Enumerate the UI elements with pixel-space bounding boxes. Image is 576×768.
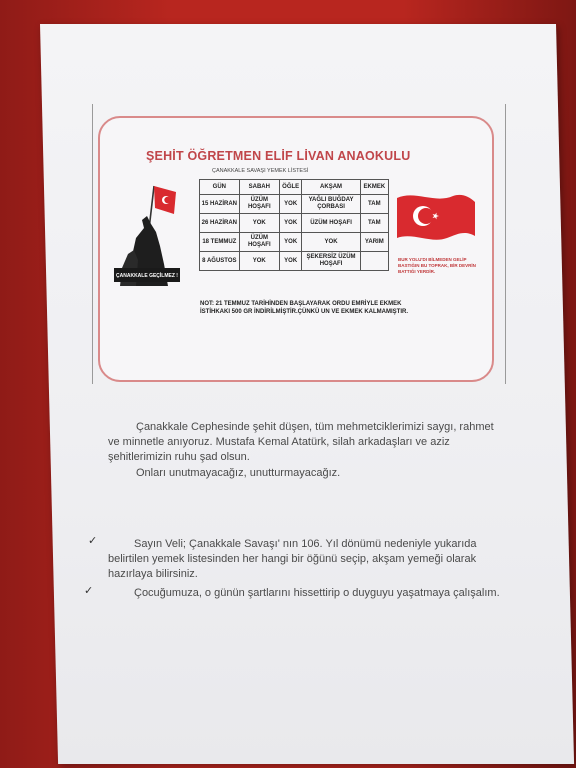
table-cell: 8 AĞUSTOS <box>200 252 240 271</box>
turkish-flag-icon <box>395 190 477 244</box>
table-header: SABAH <box>239 180 279 195</box>
paragraph-parent-note: Sayın Veli; Çanakkale Savaşı' nın 106. Yıl dönümü nedeniyle yukarıda belirtilen yemek listesinden her hangi bir öğünü seçip, akşam yemeği olarak hazırlaya bilirsiniz. <box>108 538 477 580</box>
table-cell: 26 HAZİRAN <box>200 214 240 233</box>
table-header: EKMEK <box>360 180 388 195</box>
table-row <box>200 233 389 252</box>
paragraph-remember: Onları unutmayacağız, unutturmayacağız. <box>136 467 341 479</box>
table-cell: 15 HAZİRAN <box>200 195 240 214</box>
table-cell: YAĞLI BUĞDAY ÇORBASI <box>302 195 360 214</box>
school-title: ŞEHİT ÖĞRETMEN ELİF LİVAN ANAOKULU <box>146 149 411 163</box>
soldiers-monument-icon <box>114 176 180 286</box>
table-cell: TAM <box>360 195 388 214</box>
menu-table <box>199 179 389 271</box>
table-cell <box>360 252 388 271</box>
monument-label: ÇANAKKALE GEÇİLMEZ ! <box>116 273 178 279</box>
table-cell: YARIM <box>360 233 388 252</box>
table-caption: ÇANAKKALE SAVAŞI YEMEK LİSTESİ <box>212 168 309 174</box>
checkmark-icon: ✓ <box>88 535 98 547</box>
table-header-row <box>200 180 389 195</box>
table-cell: YOK <box>279 214 302 233</box>
table-cell: ÜZÜM HOŞAFI <box>302 214 360 233</box>
table-cell: ŞEKERSİZ ÜZÜM HOŞAFI <box>302 252 360 271</box>
checkmark-icon: ✓ <box>84 585 94 597</box>
table-cell: YOK <box>279 195 302 214</box>
table-cell: YOK <box>279 252 302 271</box>
table-note: NOT: 21 TEMMUZ TARİHİNDEN BAŞLAYARAK ORDU EMRİYLE EKMEK İSTİHKAKI 500 GR İNDİRİLMİŞTİR.ÇÜNKÜ UN VE EKMEK KALMAMIŞTIR. <box>200 301 409 315</box>
paragraph-tribute: Çanakkale Cephesinde şehit düşen, tüm mehmetciklerimizi saygı, rahmet ve minnetle anıyoruz. Mustafa Kemal Atatürk, silah arkadaşları ve aziz şehitlerimizin ruhu şad olsun. <box>108 421 494 463</box>
table-cell: YOK <box>239 214 279 233</box>
table-cell: 18 TEMMUZ <box>200 233 240 252</box>
table-cell: YOK <box>302 233 360 252</box>
table-cell: YOK <box>239 252 279 271</box>
margin-line <box>505 104 506 384</box>
flag-caption: BUR YOLU'DI BİLMEDEN GELİP BASTIĞIN BU TOPRAK, BİR DEVRİN BATTIĞI YERDİR. <box>398 257 476 274</box>
table-cell: ÜZÜM HOŞAFI <box>239 195 279 214</box>
paragraph-child-note: Çocuğumuza, o günün şartlarını hissettirip o duyguyu yaşatmaya çalışalım. <box>134 587 500 599</box>
table-cell: ÜZÜM HOŞAFI <box>239 233 279 252</box>
table-row <box>200 195 389 214</box>
table-row <box>200 252 389 271</box>
table-header: AKŞAM <box>302 180 360 195</box>
table-header: ÖĞLE <box>279 180 302 195</box>
table-header: GÜN <box>200 180 240 195</box>
table-cell: TAM <box>360 214 388 233</box>
table-row <box>200 214 389 233</box>
margin-line <box>92 104 93 384</box>
table-cell: YOK <box>279 233 302 252</box>
